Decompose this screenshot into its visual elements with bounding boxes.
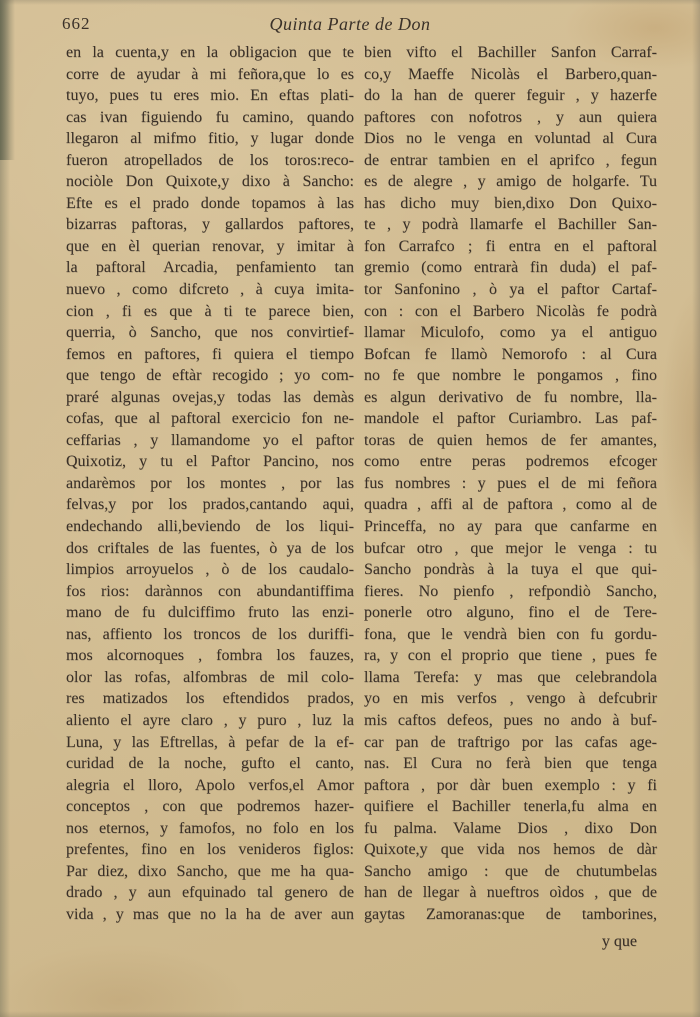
text-line: paftores con nofotros , y aun quiera — [364, 108, 657, 126]
text-line: nas. El Cura no ferà bien que tenga — [364, 755, 657, 773]
text-line: prefentes, fino en los venideros figlos: — [66, 841, 354, 859]
text-line: querria, ò Sancho, que nos convirtief- — [66, 324, 354, 342]
text-line: llamar Miculofo, como ya el antiguo — [364, 324, 657, 342]
text-line: es algun derivativo de fu nombre, lla- — [364, 388, 657, 406]
catchword: y que — [601, 933, 637, 950]
text-line: quadra , affi al de paftora , como al de — [364, 496, 657, 514]
text-line: llama Terefa: y mas que celebrandola — [364, 668, 657, 686]
text-line: mos alcornoques , fombra los fauzes, — [66, 647, 354, 665]
text-line: gaytas Zamoranas:que de tamborines, — [364, 905, 657, 923]
text-line: res matizados los eftendidos prados, — [66, 690, 354, 708]
text-line: alegria el lloro, Apolo verfos,el Amor — [66, 776, 354, 794]
text-line: corre de ayudar à mi feñora,que lo es — [66, 65, 354, 83]
text-line: gremio (como entrarà fin duda) el paf- — [364, 259, 657, 277]
text-line: felvas,y por los prados,cantando aqui, — [66, 496, 354, 514]
text-line: de entrar tambien en el aprifco , fegun — [364, 151, 657, 169]
text-line: fos rios: darànnos con abundantiffima — [66, 582, 354, 600]
text-line: Sancho amigo : que de chutumbelas — [364, 862, 657, 880]
text-line: tuyo, pues tu eres mio. En eftas plati- — [66, 87, 354, 105]
text-line: yo en mis verfos , vengo à defcubrir — [364, 690, 657, 708]
text-line: mis caftos defeos, pues no ando à buf- — [364, 711, 657, 729]
left-text-column — [66, 42, 354, 925]
text-line: que tengo de eftàr recogido ; yo com- — [66, 367, 354, 385]
text-line: praré algunas ovejas,y todas las demàs — [66, 388, 354, 406]
text-line: que en èl querian renovar, y imitar à — [66, 237, 354, 255]
text-line: bufcar otro , que mejor le venga : tu — [364, 539, 657, 557]
text-line: toras de quien hemos de fer amantes, — [364, 431, 657, 449]
text-line: Dios no le venga en voluntad al Cura — [364, 130, 657, 148]
text-line: tor Sanfonino , ò ya el paftor Cartaf- — [364, 281, 657, 299]
text-line: te , y podrà llamarfe el Bachiller San- — [364, 216, 657, 234]
text-line: femos en paftores, fi quiera el tiempo — [66, 345, 354, 363]
text-line: dos criftales de las fuentes, ò ya de los — [66, 539, 354, 557]
text-line: Bofcan fe llamò Nemorofo : al Cura — [364, 345, 657, 363]
text-line: car pan de traftrigo por las cafas age- — [364, 733, 657, 751]
text-line: Par diez, dixo Sancho, que me ha qua- — [66, 862, 354, 880]
text-line: llegaron al mifmo fitio, y lugar donde — [66, 130, 354, 148]
page-header — [0, 14, 700, 40]
text-line: quifiere el Bachiller tenerla,fu alma en — [364, 798, 657, 816]
text-line: fieres. No pienfo , refpondiò Sancho, — [364, 582, 657, 600]
text-line: fus nombres : y pues el de mi feñora — [364, 474, 657, 492]
text-line: Efte es el prado donde topamos à las — [66, 194, 354, 212]
text-line: es de alegre , y amigo de holgarfe. Tu — [364, 173, 657, 191]
text-line: drado , y aun efquinado tal genero de — [66, 884, 354, 902]
running-title: Quinta Parte de Don — [269, 14, 431, 34]
text-line: nociòle Don Quixote,y dixo à Sancho: — [66, 173, 354, 191]
text-line: como entre peras podremos efcoger — [364, 453, 657, 471]
text-line: fueron atropellados de los toros:reco- — [66, 151, 354, 169]
text-line: la paftoral Arcadia, penfamiento tan — [66, 259, 354, 277]
text-line: aliento el ayre claro , y puro , luz la — [66, 711, 354, 729]
text-line: vida , y mas que no la ha de aver aun — [66, 905, 354, 923]
text-line: cofas, que al paftoral exercicio fon ne- — [66, 410, 354, 428]
text-line: nas, affiento los troncos de los duriffi- — [66, 625, 354, 643]
text-line: ra, y con el proprio que tiene , pues fe — [364, 647, 657, 665]
text-line: fon Carrafco ; fi entra en el paftoral — [364, 237, 657, 255]
text-line: fu palma. Valame Dios , dixo Don — [364, 819, 657, 837]
text-line: fona, que le vendrà bien con fu gordu- — [364, 625, 657, 643]
text-line: nos eternos, y famofos, no folo en los — [66, 819, 354, 837]
page-edge-left — [0, 0, 10, 1017]
text-line: paftora , por dàr buen exemplo : y fi — [364, 776, 657, 794]
text-line: has dicho muy bien,dixo Don Quixo- — [364, 194, 657, 212]
text-line: cion , fi es que à ti te parece bien, — [66, 302, 354, 320]
text-line: ceffarias , y llamandome yo el paftor — [66, 431, 354, 449]
page-edge-right — [692, 0, 700, 1017]
text-line: Quixotiz, y tu el Paftor Pancino, nos — [66, 453, 354, 471]
text-line: do la han de querer feguir , y hazerfe — [364, 87, 657, 105]
text-line: co,y Maeffe Nicolàs el Barbero,quan- — [364, 65, 657, 83]
text-line: olor las rofas, alfombras de mil colo- — [66, 668, 354, 686]
text-line: con : con el Barbero Nicolàs fe podrà — [364, 302, 657, 320]
text-line: nuevo , como difcreto , à cuya imita- — [66, 281, 354, 299]
text-line: en la cuenta,y en la obligacion que te — [66, 44, 354, 61]
page-number: 662 — [62, 14, 91, 33]
text-line: endechando alli,beviendo de los liqui- — [66, 518, 354, 536]
page-edge-top — [0, 0, 700, 5]
text-line: Quixote,y que vida nos hemos de dàr — [364, 841, 657, 859]
right-text-column — [364, 42, 657, 925]
text-line: mandole el paftor Curiambro. Las paf- — [364, 410, 657, 428]
text-line: cas ivan figuiendo fu camino, quando — [66, 108, 354, 126]
text-line: Sancho pondràs à la tuya el que qui- — [364, 561, 657, 579]
text-line: bien vifto el Bachiller Sanfon Carraf- — [364, 44, 657, 61]
text-line: conceptos , con que podremos hazer- — [66, 798, 354, 816]
text-line: andarèmos por los montes , por las — [66, 474, 354, 492]
text-line: no fe que nombre le pongamos , fino — [364, 367, 657, 385]
text-line: Luna, y las Eftrellas, à pefar de la ef- — [66, 733, 354, 751]
text-line: han de llegar à nueftros oìdos , que de — [364, 884, 657, 902]
text-line: limpios arroyuelos , ò de los caudalo- — [66, 561, 354, 579]
text-line: ponerle otro alguno, fino el de Tere- — [364, 604, 657, 622]
text-line: curidad de la noche, gufto el canto, — [66, 755, 354, 773]
text-line: mano de fu dulciffimo fruto las enzi- — [66, 604, 354, 622]
text-line: bizarras paftoras, y gallardos paftores, — [66, 216, 354, 234]
page-edge-bottom — [0, 1011, 700, 1017]
text-line: Princeffa, no ay para que canfarme en — [364, 518, 657, 536]
